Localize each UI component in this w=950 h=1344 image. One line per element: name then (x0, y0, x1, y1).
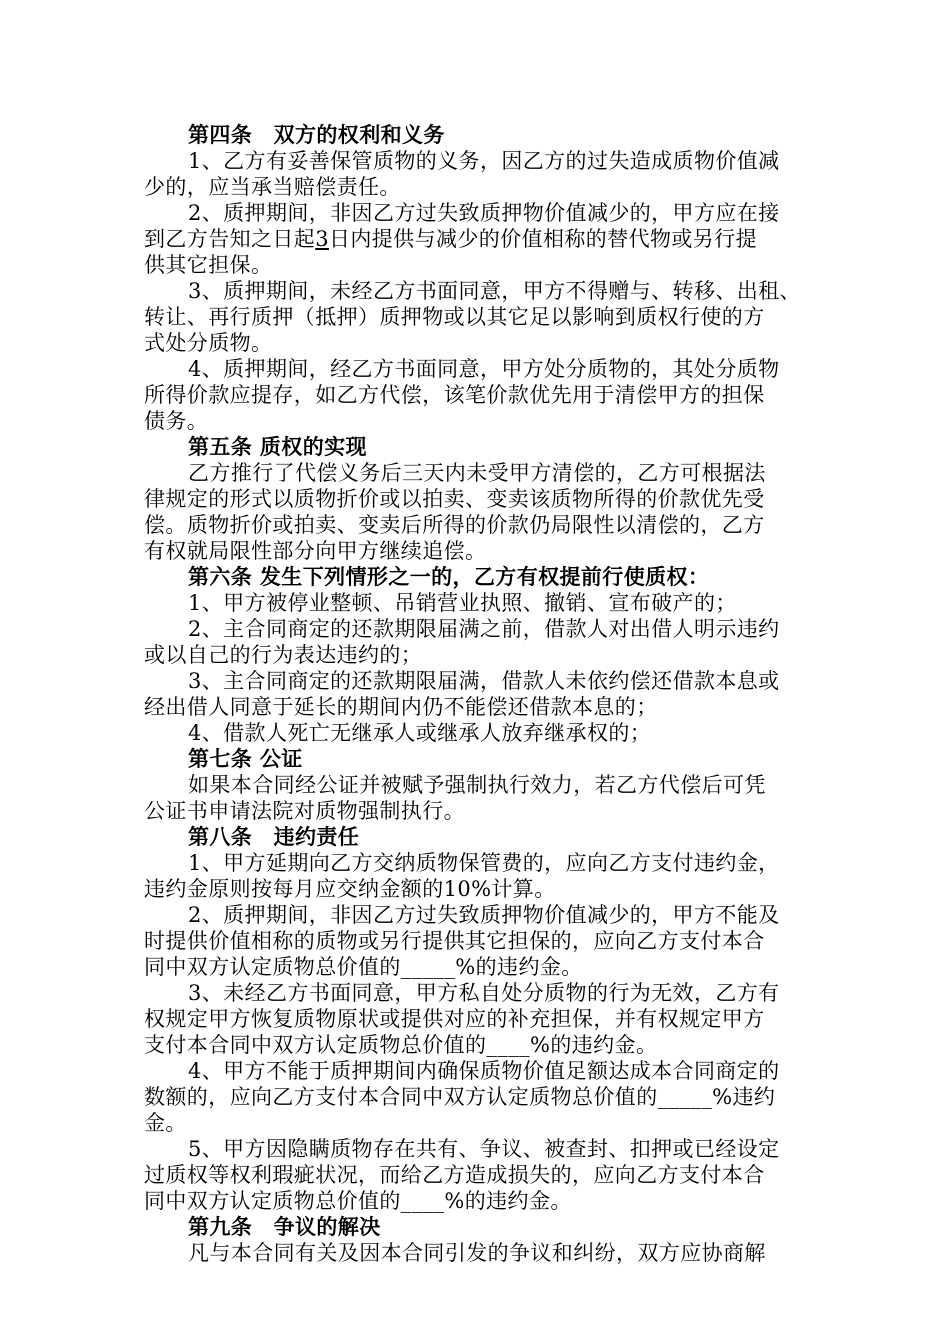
text-line: 4、质押期间，经乙方书面同意，甲方处分质物的，其处分质物 (188, 357, 780, 381)
text-line: 3、主合同商定的还款期限届满，借款人未依约偿还借款本息或 (188, 669, 780, 693)
text-segment: 日内提供与减少的价值相称的替代物或另行提 (328, 227, 757, 251)
text-line: 时提供价值相称的质物或另行提供其它担保的，应向乙方支付本合 (144, 929, 765, 953)
text-line: 少的，应当承当赔偿责任。 (144, 175, 401, 199)
text-line: 凡与本合同有关及因本合同引发的争议和纠纷，双方应协商解 (188, 1241, 766, 1265)
text-line: 4、借款人死亡无继承人或继承人放弃继承权的； (188, 721, 652, 745)
text-line: 1、甲方被停业整顿、吊销营业执照、撤销、宣布破产的； (188, 591, 737, 615)
text-line: 或以自己的行为表达违约的； (144, 643, 423, 667)
text-line: 供其它担保。 (144, 253, 273, 277)
text-line: 金。 (144, 1111, 187, 1135)
article-7-heading: 第七条 公证 (188, 746, 303, 771)
text-line: 有权就局限性部分向甲方继续追偿。 (144, 539, 487, 563)
article-6-heading: 第六条 发生下列情形之一的，乙方有权提前行使质权： (188, 564, 710, 589)
text-line: 所得价款应提存，如乙方代偿，该笔价款优先用于清偿甲方的担保 (144, 383, 765, 407)
text-line: 公证书申请法院对质物强制执行。 (144, 799, 465, 823)
article-5-heading: 第五条 质权的实现 (188, 434, 367, 459)
text-line: 过质权等权利瑕疵状况，而给乙方造成损失的，应向乙方支付本合 (144, 1163, 765, 1187)
text-line: 律规定的形式以质物折价或以拍卖、变卖该质物所得的价款优先受 (144, 487, 765, 511)
text-line: 债务。 (144, 409, 209, 433)
text-line: 偿。质物折价或拍卖、变卖后所得的价款仍局限性以清偿的，乙方 (144, 513, 765, 537)
text-line: 如果本合同经公证并被赋予强制执行效力，若乙方代偿后可凭 (188, 773, 766, 797)
article-4-heading: 第四条 双方的权利和义务 (188, 122, 445, 147)
text-line: 乙方推行了代偿义务后三天内未受甲方清偿的，乙方可根据法 (188, 461, 766, 485)
document-page (144, 122, 824, 1266)
text-segment: 到乙方告知之日起 (144, 227, 316, 251)
text-line: 2、质押期间，非因乙方过失致质押物价值减少的，甲方不能及 (188, 903, 780, 927)
text-line: 权规定甲方恢复质物原状或提供对应的补充担保，并有权规定甲方 (144, 1007, 765, 1031)
text-line: 同中双方认定质物总价值的_____%的违约金。 (144, 955, 583, 979)
text-line: 1、甲方延期向乙方交纳质物保管费的，应向乙方支付违约金， (188, 851, 780, 875)
underlined-days: 3 (315, 227, 329, 251)
article-8-heading: 第八条 违约责任 (188, 824, 360, 849)
text-line: 2、主合同商定的还款期限届满之前，借款人对出借人明示违约 (188, 617, 780, 641)
text-line: 1、乙方有妥善保管质物的义务，因乙方的过失造成质物价值减 (188, 149, 780, 173)
text-line: 3、未经乙方书面同意，甲方私自处分质物的行为无效，乙方有 (188, 981, 780, 1005)
text-line: 违约金原则按每月应交纳金额的10%计算。 (144, 877, 556, 901)
text-line: 3、质押期间，未经乙方书面同意，甲方不得赠与、转移、出租、 (188, 279, 801, 303)
text-line: 式处分质物。 (144, 331, 273, 355)
text-line: 5、甲方因隐瞒质物存在共有、争议、被查封、扣押或已经设定 (188, 1137, 780, 1161)
text-line: 2、质押期间，非因乙方过失致质押物价值减少的，甲方应在接 (188, 201, 780, 225)
text-line: 转让、再行质押（抵押）质押物或以其它足以影响到质权行使的方 (144, 305, 765, 329)
text-line: 同中双方认定质物总价值的____%的违约金。 (144, 1189, 572, 1213)
text-line: 支付本合同中双方认定质物总价值的____%的违约金。 (144, 1033, 658, 1057)
text-line: 4、甲方不能于质押期间内确保质物价值足额达成本合同商定的 (188, 1059, 780, 1083)
text-line: 经出借人同意于延长的期间内仍不能偿还借款本息的； (144, 695, 658, 719)
text-line (144, 226, 824, 252)
article-9-heading: 第九条 争议的解决 (188, 1214, 381, 1239)
text-line: 数额的，应向乙方支付本合同中双方认定质物总价值的_____%违约 (144, 1085, 776, 1109)
